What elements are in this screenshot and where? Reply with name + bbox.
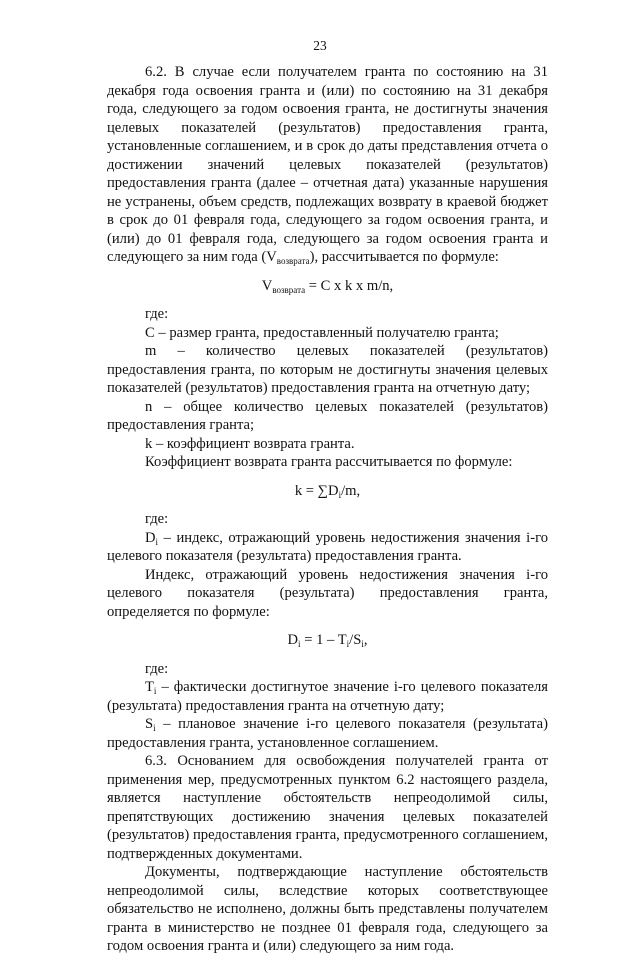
definition-t-symbol: T <box>145 679 154 695</box>
definition-c: C – размер гранта, предоставленный получателю гранта; <box>145 324 499 341</box>
formula-v: V <box>261 277 273 294</box>
formula-d-sub2: i <box>346 639 350 649</box>
index-intro: Индекс, отражающий уровень недостижения значения i-го целевого показателя (результата) предоставления гранта, определяется по формуле: <box>107 566 548 620</box>
definition-t <box>107 678 548 715</box>
formula-v-sub: возврата <box>272 284 306 295</box>
definition-k: k – коэффициент возврата гранта. <box>145 435 355 452</box>
formula-d-sub3: i <box>361 639 364 649</box>
formula-d-b: = 1 – T <box>300 632 347 648</box>
formula-d-c: /S <box>349 632 362 648</box>
formula-d-a: D <box>287 632 299 648</box>
definition-t-sub: i <box>153 686 157 696</box>
definition-n: n – общее количество целевых показателей (результатов) предоставления гранта; <box>107 398 548 433</box>
subscript-vozvrata: возврата <box>276 256 310 266</box>
definition-s <box>107 715 548 752</box>
paragraph-6-2-text: 6.2. В случае если получателем гранта по состоянию на 31 декабря года освоения гранта и (или) по состоянию на 31 декабря года, следующего за годом освоения гранта, не достигнуты значения целевых показателей (результатов) предоставления гранта, установленные соглашением, и в срок до даты представления отчета о достижении значений целевых показателей (результатов) предоставления гранта (далее – отчетная дата) указанные нарушения не устранены, объем средств, подлежащих возврату в краевой бюджет в срок до 01 февраля года, следующего за годом освоения гранта, и (или) до 01 февраля года, следующего за годом освоения гранта и следующего за ним года (V <box>107 64 548 265</box>
where-label-3: где: <box>145 660 169 677</box>
definition-d <box>107 529 548 566</box>
formula-v-vozvrata <box>107 277 548 296</box>
formula-d <box>107 631 548 650</box>
definition-m: m – количество целевых показателей (результатов) предоставления гранта, по которым не достигнуты значения целевых показателей (результатов) предоставления гранта на отчетную дату; <box>107 343 548 396</box>
definition-d-symbol: D <box>145 529 156 546</box>
formula-k <box>107 482 548 501</box>
definition-s-text: – плановое значение i-го целевого показателя (результата) предоставления гранта, установленное соглашением. <box>107 716 548 751</box>
document-body <box>107 63 548 956</box>
formula-k-right: /m, <box>341 482 361 499</box>
paragraph-6-2-tail: ), рассчитывается по формуле: <box>309 249 499 265</box>
page-number: 23 <box>313 38 327 53</box>
formula-d-sub1: i <box>298 639 301 649</box>
formula-v-rest: = C x k x m/n, <box>305 277 394 294</box>
formula-k-left: k = ∑D <box>294 482 339 499</box>
paragraph-documents: Документы, подтверждающие наступление обстоятельств непреодолимой силы, вследствие которых соответствующее обязательство не исполнено, должны быть представлены получателем гранта в министерство не позднее 01 февраля года, следующего за годом освоения гранта и (или) следующего за ним года. <box>107 864 548 954</box>
where-label-2: где: <box>145 511 169 527</box>
definition-s-sub: i <box>153 723 156 733</box>
paragraph-6-3: 6.3. Основанием для освобождения получателей гранта от применения мер, предусмотренных пунктом 6.2 настоящего раздела, является наступление обстоятельств непреодолимой силы, препятствующих достижению значения целевых показателей (результатов) предоставления гранта, предусмотренного соглашением, подтвержденных документами. <box>107 753 548 862</box>
coefficient-intro: Коэффициент возврата гранта рассчитывается по формуле: <box>145 454 513 470</box>
definition-t-text: – фактически достигнутое значение i-го целевого показателя (результата) предоставления гранта на отчетную дату; <box>107 679 548 714</box>
where-label-1: где: <box>145 306 169 322</box>
paragraph-6-2 <box>107 63 548 267</box>
definition-d-text: – индекс, отражающий уровень недостижения значения i-го целевого показателя (результата) предоставления гранта. <box>107 529 548 564</box>
definition-d-sub: i <box>155 536 159 547</box>
definition-s-symbol: S <box>145 716 154 732</box>
formula-d-d: , <box>363 632 368 648</box>
formula-k-sub: i <box>338 489 342 500</box>
